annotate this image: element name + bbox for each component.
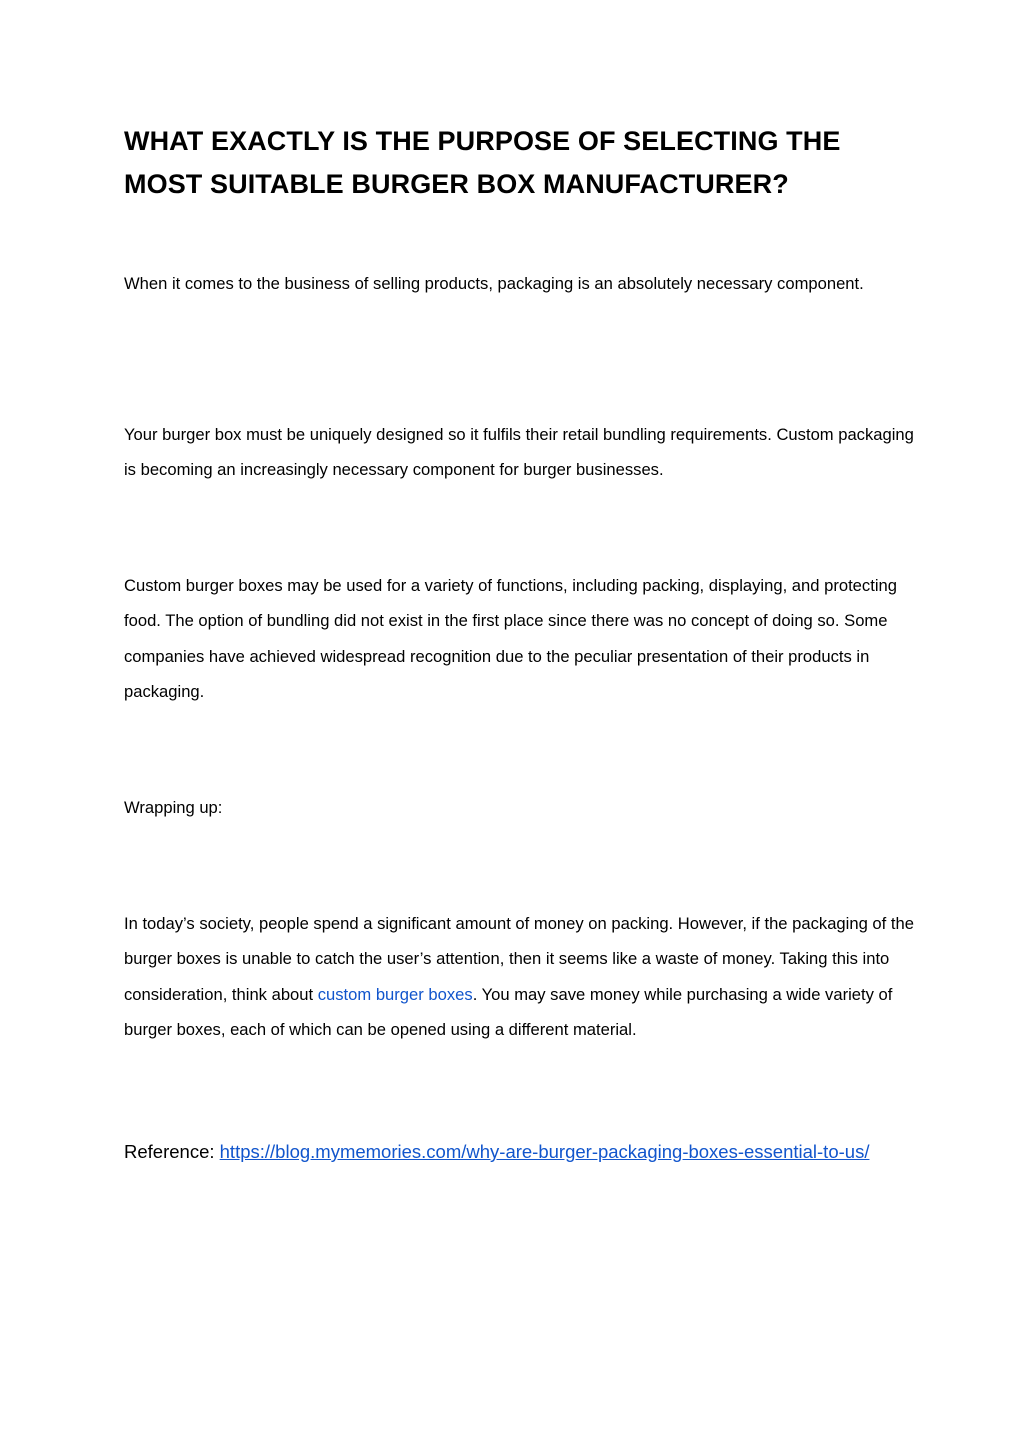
paragraph-intro: When it comes to the business of selling products, packaging is an absolutely necessary component. bbox=[124, 274, 864, 293]
paragraph-functions: Custom burger boxes may be used for a variety of functions, including packing, displaying, and protecting food. The option of bundling did not exist in the first place since there was no concept of doing so. Some companies have achieved widespread recognition due to the peculiar presentation of their products in packaging. bbox=[124, 576, 897, 701]
conclusion-text-end: . You may save money while purchasing a wide variety of burger boxes, each of which can be opened using a different material. bbox=[124, 984, 893, 1039]
section-heading-wrapping-up: Wrapping up: bbox=[124, 798, 223, 817]
paragraph-conclusion bbox=[124, 906, 914, 1047]
conclusion-text-start: In today’s society, people spend a significant amount of money on packing. However, if the packaging of the burger boxes is unable to catch the user’s attention, then it seems like a waste of money. Taking this into consideration, think about bbox=[124, 914, 914, 1004]
reference-label: Reference: bbox=[124, 1141, 220, 1162]
paragraph-design: Your burger box must be uniquely designed so it fulfils their retail bundling requirements. Custom packaging is becoming an increasingly necessary component for burger businesses. bbox=[124, 425, 914, 480]
title-line-2: MOST SUITABLE BURGER BOX MANUFACTURER? bbox=[124, 169, 789, 199]
reference-link[interactable]: https://blog.mymemories.com/why-are-burger-packaging-boxes-essential-to-us/ bbox=[219, 1141, 870, 1162]
custom-burger-boxes-link[interactable]: custom burger boxes bbox=[317, 984, 473, 1004]
reference-line bbox=[124, 1134, 914, 1169]
page-title bbox=[124, 120, 904, 206]
title-line-1: WHAT EXACTLY IS THE PURPOSE OF SELECTING THE bbox=[124, 126, 841, 156]
